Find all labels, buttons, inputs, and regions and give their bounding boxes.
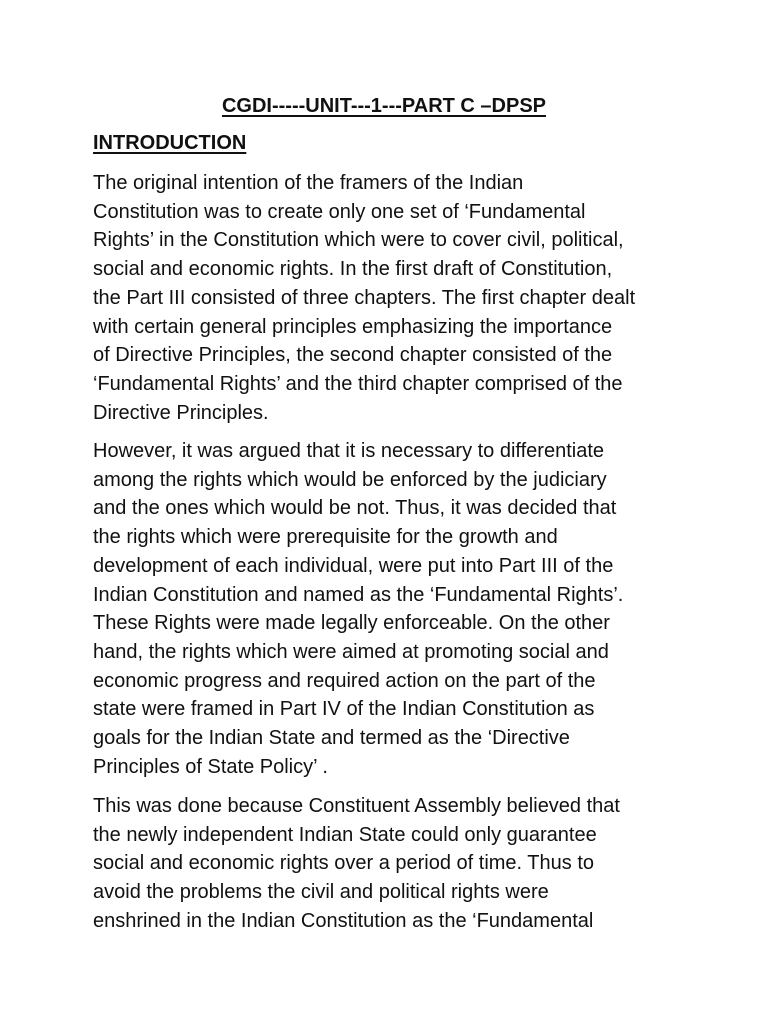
text-line: The original intention of the framers of the Indian <box>93 172 524 194</box>
text-line: Constitution was to create only one set of ‘Fundamental <box>93 200 586 223</box>
text-line: goals for the Indian State and termed as the ‘Directive <box>93 727 570 750</box>
text-line: These Rights were made legally enforceable. On the other <box>93 612 610 635</box>
text-line: Directive Principles. <box>93 401 269 424</box>
text-line: and the ones which would be not. Thus, it was decided that <box>93 497 617 520</box>
text-line: state were framed in Part IV of the Indian Constitution as <box>93 698 595 721</box>
text-line: Indian Constitution and named as the ‘Fundamental Rights’. <box>93 583 624 606</box>
text-line: Principles of State Policy’ . <box>93 755 328 778</box>
paragraph-3 <box>93 792 693 936</box>
paragraph-2 <box>93 437 693 781</box>
paragraph-1 <box>93 169 693 427</box>
text-line: the newly independent Indian State could only guarantee <box>93 823 597 846</box>
text-line: social and economic rights. In the first draft of Constitution, <box>93 258 613 281</box>
text-line: the Part III consisted of three chapters. The first chapter dealt <box>93 286 636 309</box>
text-line: Rights’ in the Constitution which were to cover civil, political, <box>93 229 624 252</box>
text-line: However, it was argued that it is necessary to differentiate <box>93 440 605 462</box>
text-line: development of each individual, were put into Part III of the <box>93 554 614 577</box>
document-title: CGDI-----UNIT---1---PART C –DPSP <box>221 95 547 117</box>
text-line: with certain general principles emphasizing the importance <box>93 315 613 338</box>
text-line: hand, the rights which were aimed at promoting social and <box>93 640 609 663</box>
text-line: social and economic rights over a period of time. Thus to <box>93 852 594 875</box>
text-line: enshrined in the Indian Constitution as the ‘Fundamental <box>93 909 594 932</box>
section-heading-introduction: INTRODUCTION <box>93 132 247 154</box>
text-line: economic progress and required action on the part of the <box>93 669 596 692</box>
text-line: avoid the problems the civil and political rights were <box>93 881 549 904</box>
text-line: ‘Fundamental Rights’ and the third chapter comprised of the <box>93 372 623 395</box>
text-line: the rights which were prerequisite for the growth and <box>93 526 558 549</box>
text-line: This was done because Constituent Assembly believed that <box>93 795 620 817</box>
text-line: among the rights which would be enforced by the judiciary <box>93 468 607 491</box>
text-line: of Directive Principles, the second chapter consisted of the <box>93 344 613 367</box>
